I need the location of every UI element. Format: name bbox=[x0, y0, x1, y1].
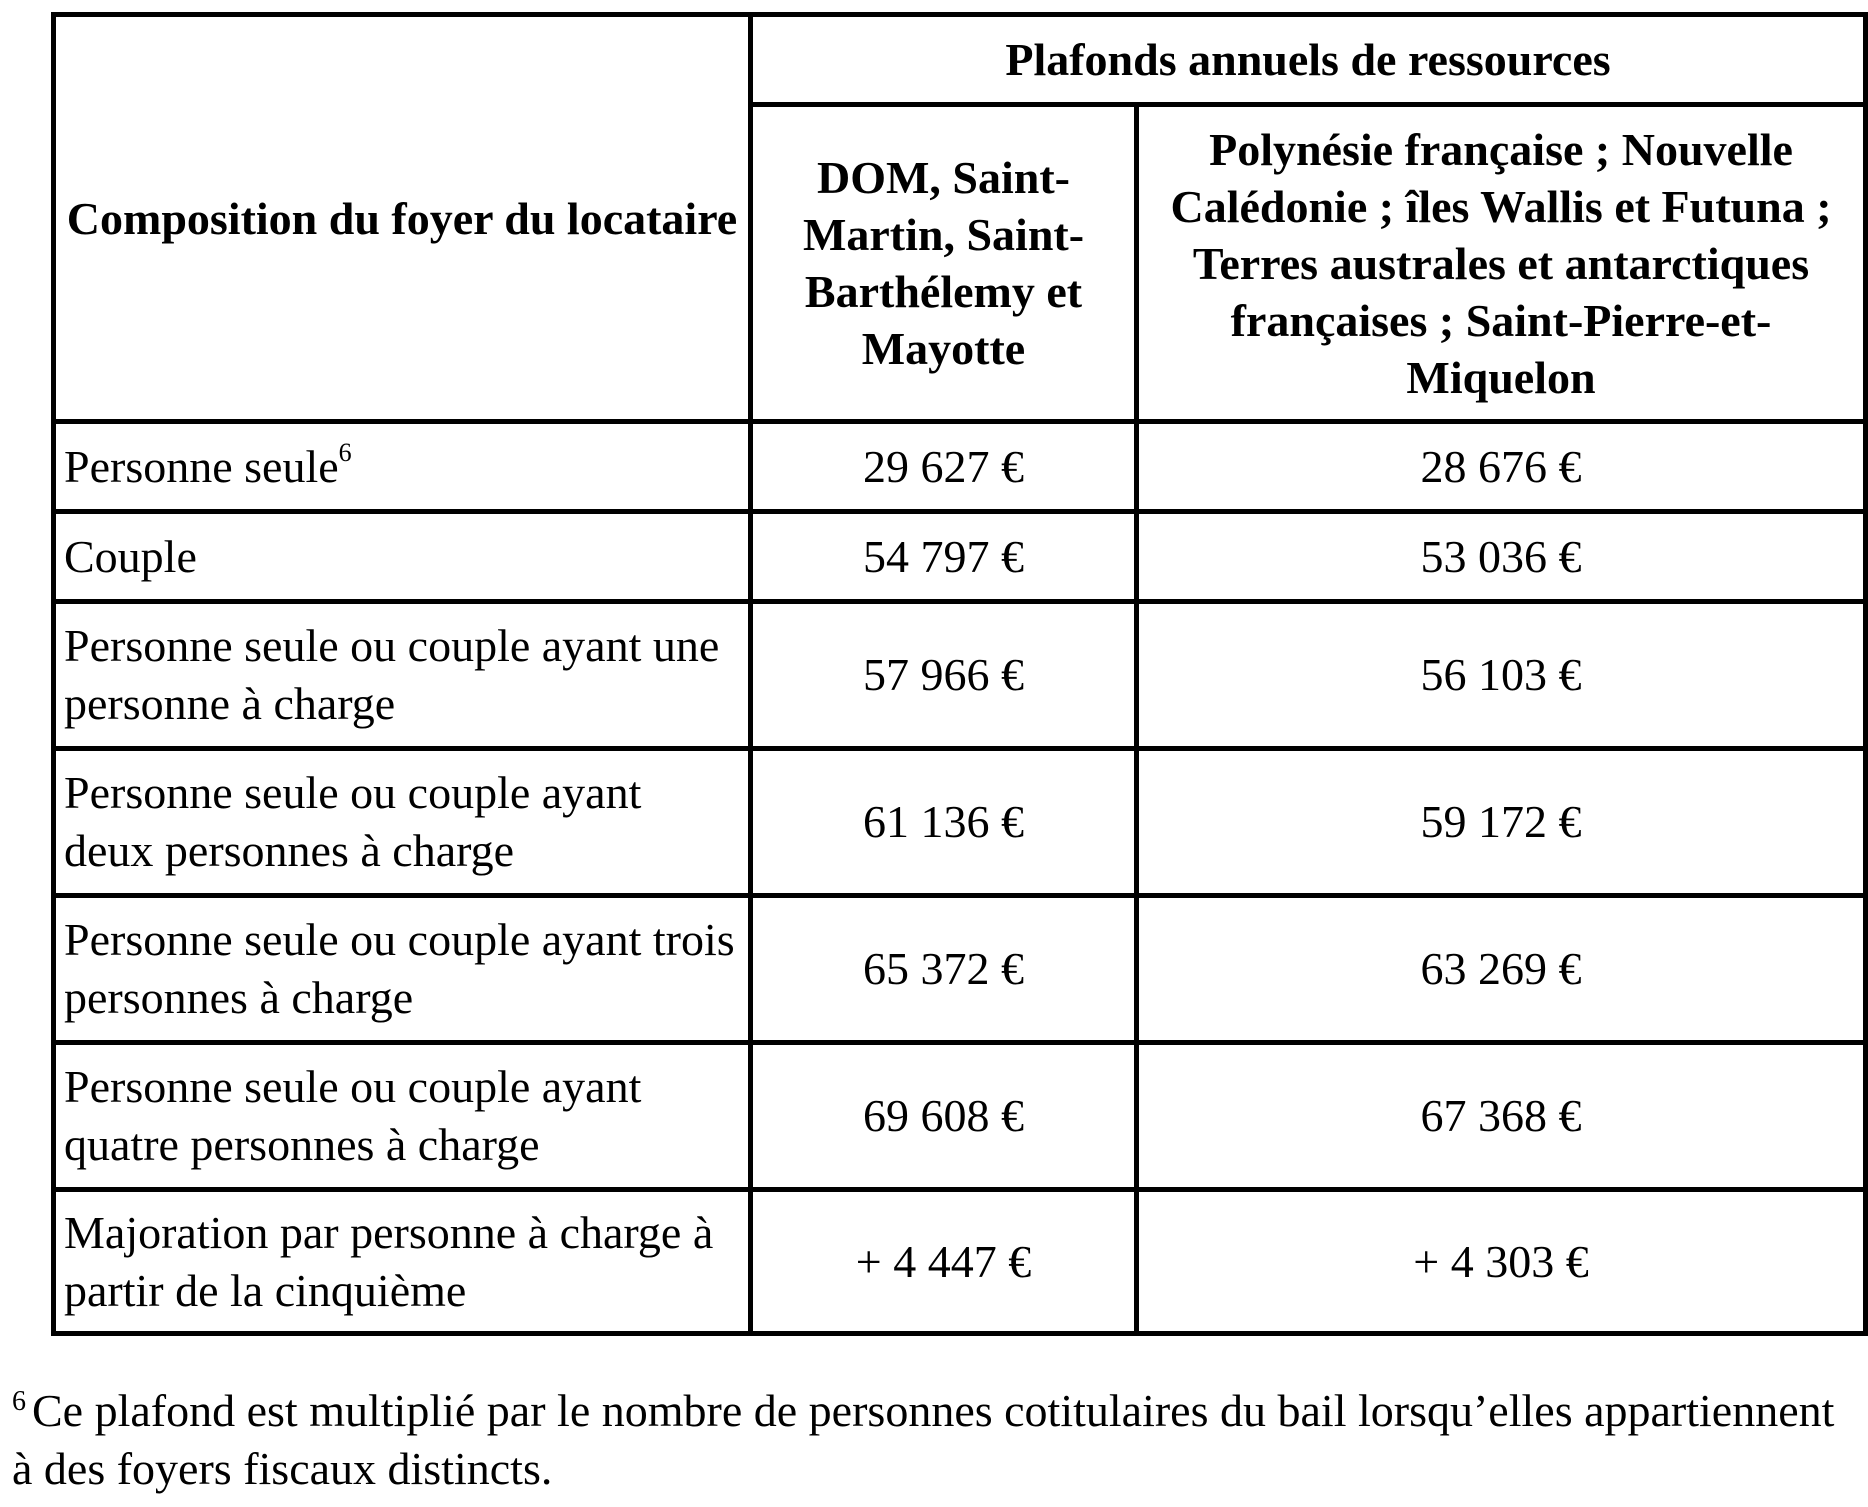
table-row bbox=[54, 512, 1866, 602]
row-label: Couple bbox=[54, 512, 751, 602]
amount-dom: 29 627 € bbox=[751, 422, 1137, 512]
row-label-text: Personne seule bbox=[64, 440, 339, 492]
resource-ceilings-table bbox=[51, 12, 1868, 1336]
footnote-text: Ce plafond est multiplié par le nombre de personnes cotitulaires du bail lorsqu’elles appartiennent à des foyers fiscaux distincts. bbox=[12, 1385, 1835, 1494]
table-header-row bbox=[54, 15, 1866, 105]
amount-overseas: 53 036 € bbox=[1137, 512, 1866, 602]
table-row bbox=[54, 1043, 1866, 1190]
row-label: Personne seule ou couple ayant une personne à charge bbox=[54, 602, 751, 749]
group-header-annual-ceilings: Plafonds annuels de ressources bbox=[751, 15, 1866, 105]
row-label: Personne seule ou couple ayant quatre personnes à charge bbox=[54, 1043, 751, 1190]
amount-overseas: 59 172 € bbox=[1137, 749, 1866, 896]
row-label: Personne seule ou couple ayant deux personnes à charge bbox=[54, 749, 751, 896]
row-label bbox=[54, 422, 751, 512]
amount-dom: + 4 447 € bbox=[751, 1190, 1137, 1334]
amount-overseas: 56 103 € bbox=[1137, 602, 1866, 749]
footnote bbox=[12, 1382, 1852, 1498]
amount-dom: 65 372 € bbox=[751, 896, 1137, 1043]
amount-dom: 61 136 € bbox=[751, 749, 1137, 896]
amount-overseas: 28 676 € bbox=[1137, 422, 1866, 512]
amount-overseas: 67 368 € bbox=[1137, 1043, 1866, 1190]
col-header-overseas-territories: Polynésie française ; Nouvelle Calédonie ; îles Wallis et Futuna ; Terres australes et antarctiques françaises ; Saint-Pierre-et-Miquelon bbox=[1137, 105, 1866, 422]
table-row bbox=[54, 1190, 1866, 1334]
footnote-number: 6 bbox=[12, 1385, 26, 1417]
row-label: Personne seule ou couple ayant trois personnes à charge bbox=[54, 896, 751, 1043]
amount-overseas: 63 269 € bbox=[1137, 896, 1866, 1043]
col-header-dom: DOM, Saint-Martin, Saint-Barthélemy et Mayotte bbox=[751, 105, 1137, 422]
table-row bbox=[54, 602, 1866, 749]
table-row bbox=[54, 422, 1866, 512]
amount-dom: 54 797 € bbox=[751, 512, 1137, 602]
amount-dom: 69 608 € bbox=[751, 1043, 1137, 1190]
amount-overseas: + 4 303 € bbox=[1137, 1190, 1866, 1334]
row-header-household-composition: Composition du foyer du locataire bbox=[54, 15, 751, 422]
footnote-reference: 6 bbox=[338, 438, 352, 468]
table-row bbox=[54, 749, 1866, 896]
row-label: Majoration par personne à charge à partir de la cinquième bbox=[54, 1190, 751, 1334]
table-row bbox=[54, 896, 1866, 1043]
amount-dom: 57 966 € bbox=[751, 602, 1137, 749]
